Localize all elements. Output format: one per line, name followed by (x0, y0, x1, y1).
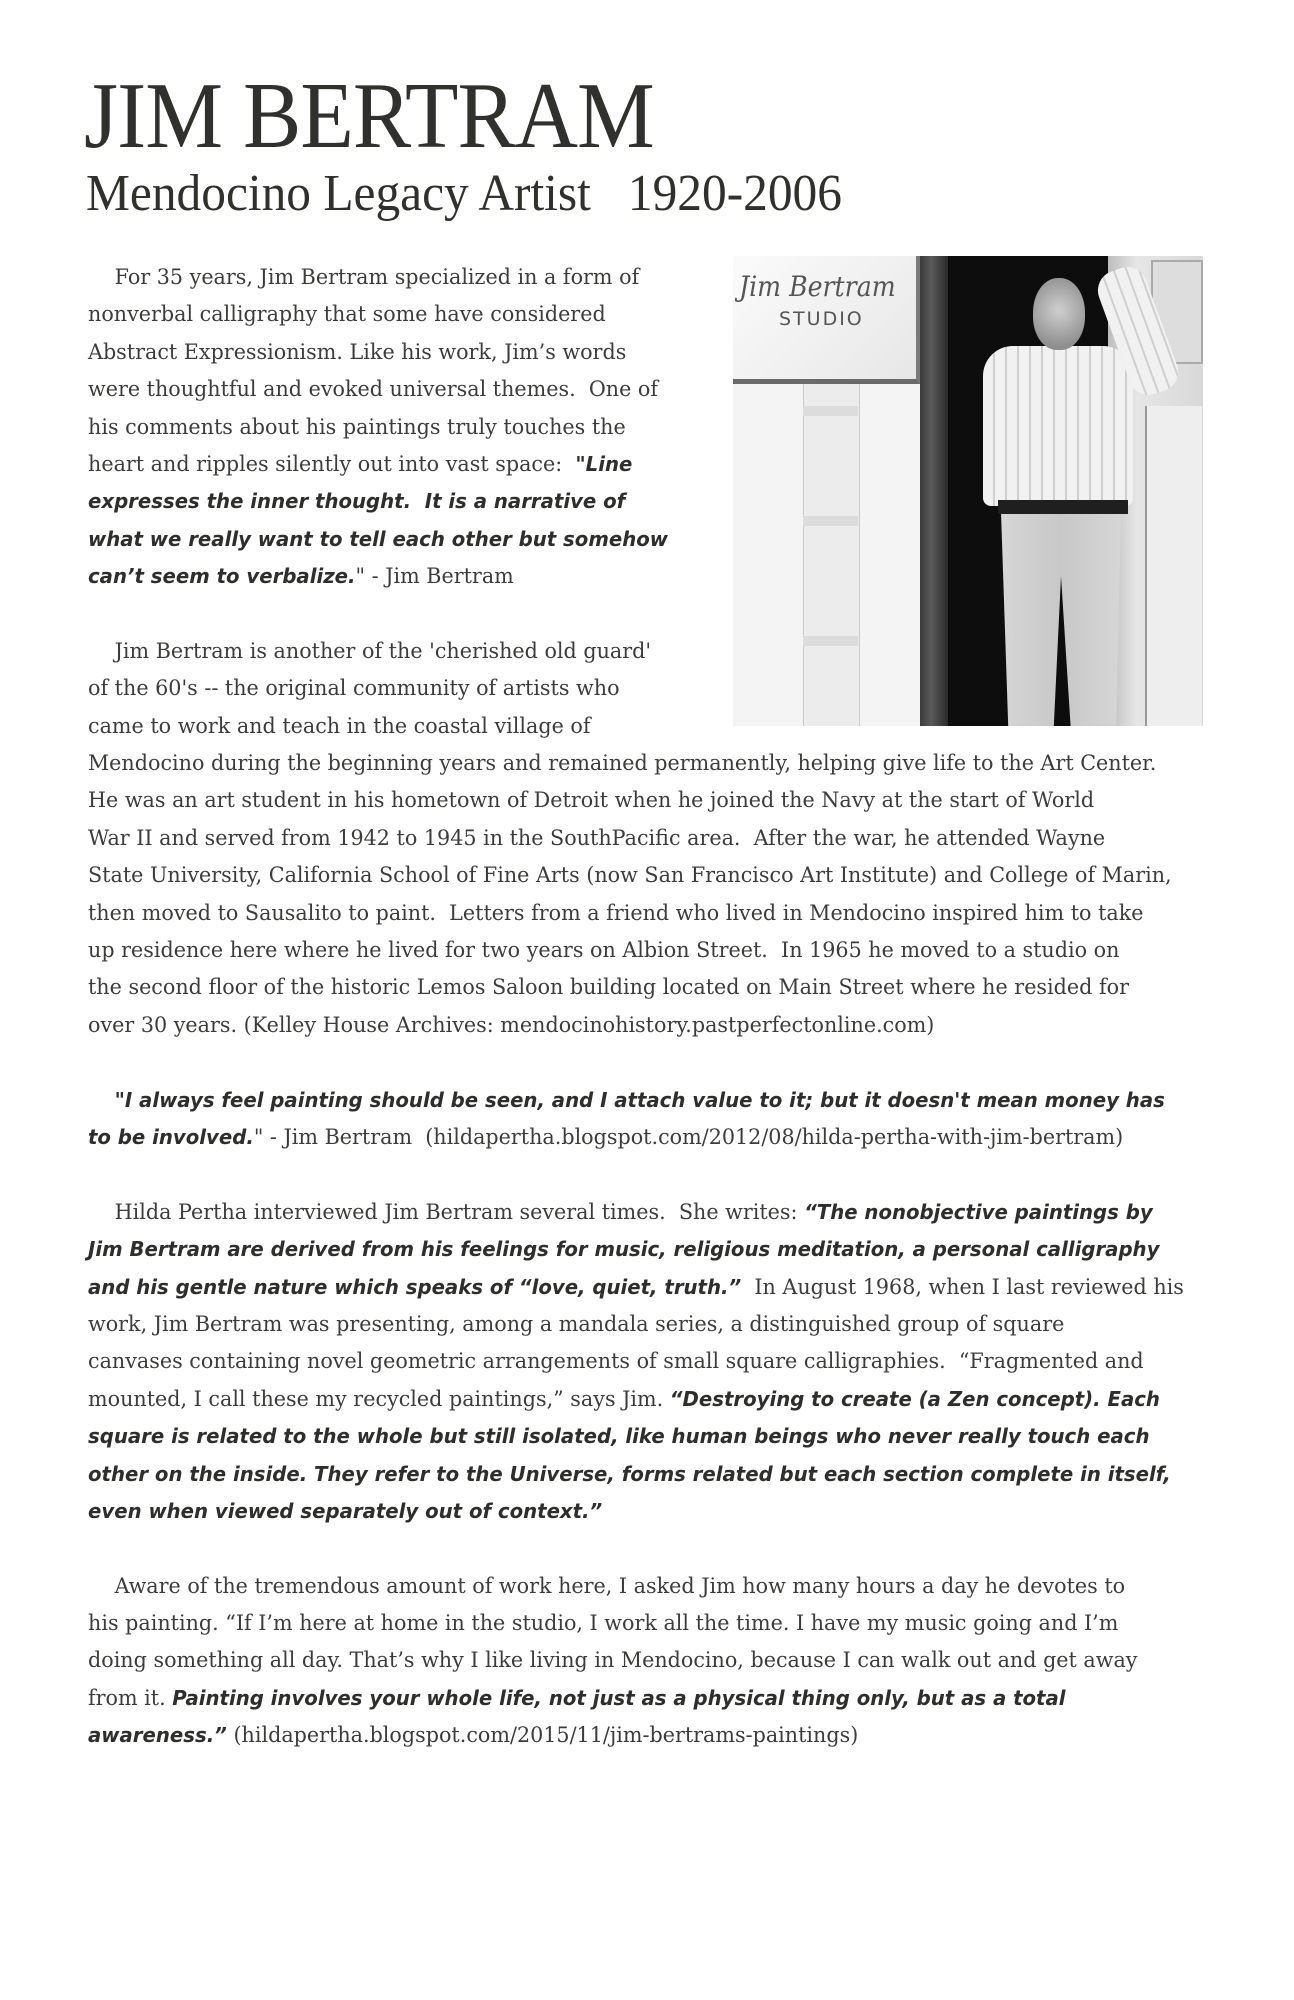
body-text: Jim Bertram is another of the 'cherished old guard' (114, 638, 652, 663)
page-title: JIM BERTRAM (84, 64, 654, 168)
studio-sign-label: STUDIO (779, 308, 864, 330)
body-text: " - Jim Bertram (hildapertha.blogspot.com/2012/08/hilda-pertha-with-jim-bertram) (253, 1124, 1124, 1149)
body-text: work, Jim Bertram was presenting, among a mandala series, a distinguished group of square (88, 1311, 1065, 1336)
text-line (88, 1642, 1201, 1679)
body-text: State University, California School of Fine Arts (now San Francisco Art Institute) and College of Marin, (88, 863, 1172, 888)
paragraph (88, 259, 1218, 596)
text-line (88, 1680, 1201, 1717)
quote-text: "Line (575, 451, 633, 476)
article-body (88, 259, 1218, 1755)
quote-text: even when viewed separately out of context.” (88, 1498, 603, 1523)
body-text: then moved to Sausalito to paint. Letters from a friend who lived in Mendocino inspired him to take (88, 900, 1144, 925)
body-text: " - Jim Bertram (355, 564, 514, 589)
text-line (88, 1381, 1201, 1418)
text-line (88, 1007, 1201, 1044)
text-line (88, 558, 1201, 595)
text-line (88, 1418, 1201, 1455)
body-text: over 30 years. (Kelley House Archives: mendocinohistory.pastperfectonline.com) (88, 1012, 935, 1037)
paragraph-spacer (88, 596, 1218, 633)
text-line (88, 1343, 1201, 1380)
text-line (88, 782, 1201, 819)
body-text: came to work and teach in the coastal village of (88, 713, 591, 738)
body-text: doing something all day. That’s why I like living in Mendocino, because I can walk out and get away (88, 1648, 1138, 1673)
body-text: Aware of the tremendous amount of work here, I asked Jim how many hours a day he devotes to (114, 1573, 1126, 1598)
text-line (88, 1306, 1201, 1343)
body-text: For 35 years, Jim Bertram specialized in a form of (114, 265, 640, 289)
text-line (88, 633, 1201, 670)
text-line (88, 857, 1201, 894)
quote-text: expresses the inner thought. It is a narrative of (88, 489, 626, 514)
body-text: War II and served from 1942 to 1945 in the SouthPacific area. After the war, he attended Wayne (88, 825, 1106, 850)
text-line (88, 409, 1201, 446)
body-text: He was an art student in his hometown of Detroit when he joined the Navy at the start of World (88, 788, 1095, 813)
text-line (88, 1456, 1201, 1493)
text-line (88, 1493, 1201, 1530)
text-line (88, 708, 1201, 745)
quote-text: awareness.” (88, 1723, 227, 1748)
text-line (88, 483, 1201, 520)
text-line (88, 1717, 1201, 1754)
text-line (88, 446, 1201, 483)
quote-text: “Destroying to create (a Zen concept). Each (669, 1386, 1160, 1411)
body-text: were thoughtful and evoked universal themes. One of (88, 377, 659, 402)
paragraph (88, 1568, 1218, 1755)
body-text: of the 60's -- the original community of artists who (88, 676, 620, 701)
text-line (88, 1119, 1201, 1156)
body-text: Abstract Expressionism. Like his work, Jim’s words (88, 339, 627, 364)
text-line (88, 932, 1201, 969)
quote-text: “The nonobjective paintings by (804, 1199, 1153, 1224)
text-line (88, 334, 1201, 371)
quote-text: and his gentle nature which speaks of “love, quiet, truth.” (88, 1274, 742, 1299)
studio-sign-script: Jim Bertram (739, 270, 896, 303)
paragraph-spacer (88, 1530, 1218, 1567)
quote-text: Jim Bertram are derived from his feelings for music, religious meditation, a personal calligraphy (88, 1237, 1160, 1262)
body-text: Hilda Pertha interviewed Jim Bertram several times. She writes: (114, 1199, 805, 1224)
paragraph-spacer (88, 1044, 1218, 1081)
paragraph-spacer (88, 1156, 1218, 1193)
paragraph (88, 1082, 1218, 1157)
body-text: Mendocino during the beginning years and remained permanently, helping give life to the Art Center. (88, 751, 1157, 776)
text-line (88, 820, 1201, 857)
body-text: up residence here where he lived for two years on Albion Street. In 1965 he moved to a studio on (88, 938, 1120, 963)
body-text: mounted, I call these my recycled paintings,” says Jim. (88, 1386, 670, 1411)
text-line (88, 1231, 1201, 1268)
quote-text: Painting involves your whole life, not just as a physical thing only, but as a total (172, 1685, 1066, 1710)
body-text: from it. (88, 1685, 173, 1710)
text-line (88, 895, 1201, 932)
text-line (88, 745, 1201, 782)
body-text: In August 1968, when I last reviewed his (741, 1274, 1184, 1299)
text-line (88, 521, 1201, 558)
quote-text: what we really want to tell each other but somehow (88, 526, 668, 551)
quote-text: square is related to the whole but still isolated, like human beings who never really touch each (88, 1424, 1150, 1449)
text-line (88, 1194, 1201, 1231)
paragraph (88, 1194, 1218, 1531)
text-line (88, 259, 1201, 296)
paragraph (88, 633, 1218, 1044)
text-line (88, 296, 1201, 333)
text-line (88, 969, 1201, 1006)
body-text: nonverbal calligraphy that some have considered (88, 302, 606, 327)
text-line (88, 1605, 1201, 1642)
body-text: his comments about his paintings truly touches the (88, 414, 626, 439)
quote-text: "I always feel painting should be seen, and I attach value to it; but it doesn't mean money has (114, 1087, 1165, 1112)
quote-text: can’t seem to verbalize. (88, 564, 356, 589)
quote-text: other on the inside. They refer to the Universe, forms related but each section complete in itself, (88, 1461, 1171, 1486)
body-text: heart and ripples silently out into vast space: (88, 451, 576, 476)
body-text: (hildapertha.blogspot.com/2015/11/jim-bertrams-paintings) (226, 1723, 859, 1748)
quote-text: to be involved. (88, 1124, 254, 1149)
text-line (88, 1269, 1201, 1306)
page-subtitle: Mendocino Legacy Artist 1920-2006 (86, 165, 842, 222)
text-line (88, 670, 1201, 707)
body-text: canvases containing novel geometric arrangements of small square calligraphies. “Fragmented and (88, 1349, 1144, 1374)
body-text: the second floor of the historic Lemos Saloon building located on Main Street where he resided for (88, 975, 1129, 1000)
text-line (88, 371, 1201, 408)
text-line (88, 1082, 1201, 1119)
text-line (88, 1568, 1201, 1605)
body-text: his painting. “If I’m here at home in the studio, I work all the time. I have my music going and I’m (88, 1611, 1119, 1636)
